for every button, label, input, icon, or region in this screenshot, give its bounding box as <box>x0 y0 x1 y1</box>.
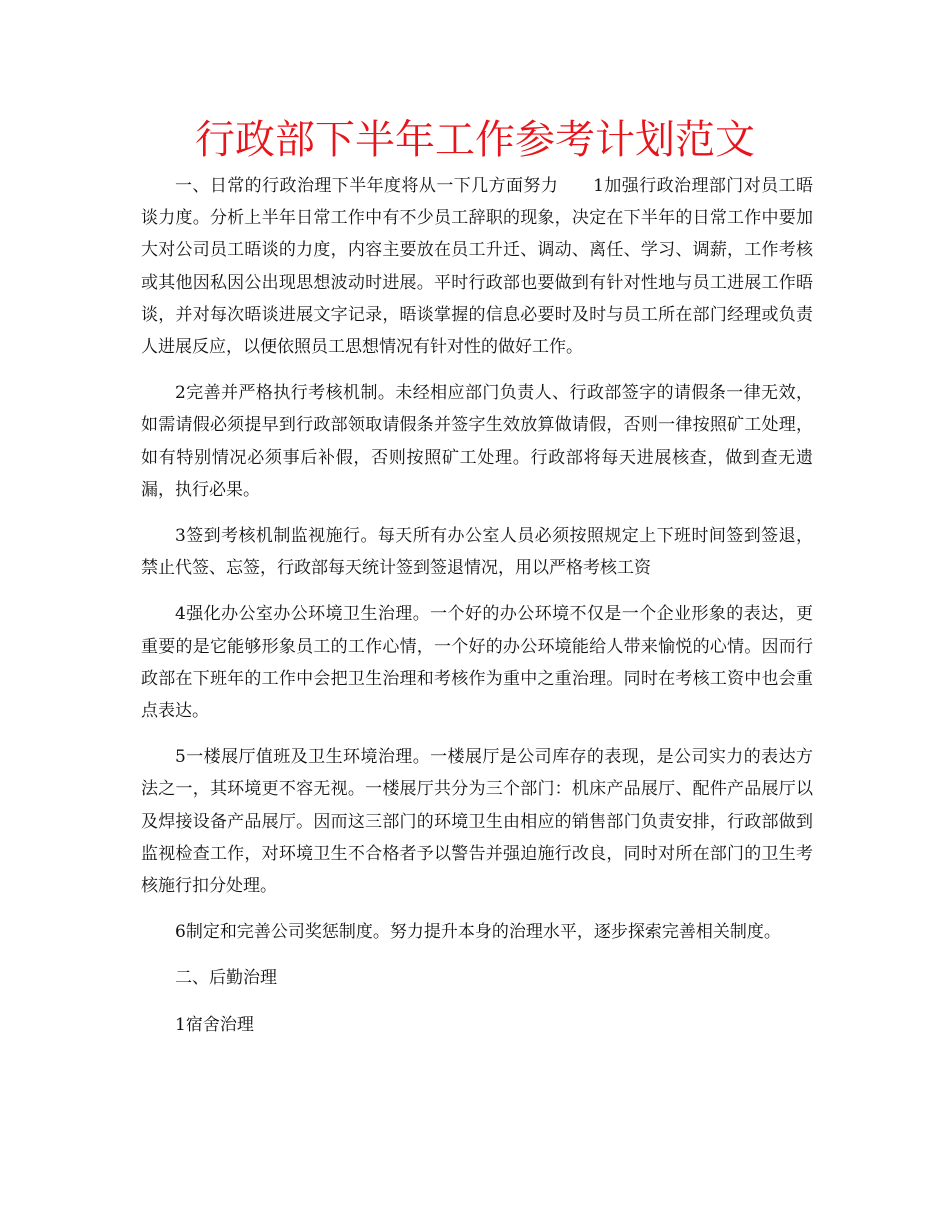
paragraph-6: 6制定和完善公司奖惩制度。努力提升本身的治理水平，逐步探索完善相关制度。 <box>175 922 781 943</box>
document-body <box>141 170 813 1055</box>
paragraph-1: 一、日常的行政治理下半年度将从一下几方面努力 1加强行政治理部门对员工晤谈力度。分析上半年日常工作中有不少员工辞职的现象，决定在下半年的日常工作中要加大对公司员工晤谈的力度，内容主要放在员工升迁、调动、离任、学习、调薪，工作考核或其他因私因公出现思想波动时进展。平时行政部也要做到有针对性地与员工进展工作晤谈，并对每次晤谈进展文字记录，晤谈掌握的信息必要时及时与员工所在部门经理或负责人进展反应，以便依照员工思想情况有针对性的做好工作。 <box>141 176 813 358</box>
paragraph-3: 3签到考核机制监视施行。每天所有办公室人员必须按照规定上下班时间签到签退，禁止代签、忘签，行政部每天统计签到签退情况，用以严格考核工资 <box>141 526 813 579</box>
section-heading-logistics: 二、后勤治理 <box>175 968 277 989</box>
paragraph-2: 2完善并严格执行考核机制。未经相应部门负责人、行政部签字的请假条一律无效，如需请假必须提早到行政部领取请假条并签字生效放算做请假，否则一律按照矿工处理，如有特别情况必须事后补假，否则按照矿工处理。行政部将每天进展核查，做到查无遗漏，执行必果。 <box>141 383 813 500</box>
document-title: 行政部下半年工作参考计划范文 <box>195 117 755 163</box>
subsection-heading-dormitory: 1宿舍治理 <box>175 1014 254 1035</box>
paragraph-5: 5一楼展厅值班及卫生环境治理。一楼展厅是公司库存的表现，是公司实力的表达方法之一，其环境更不容无视。一楼展厅共分为三个部门：机床产品展厅、配件产品展厅以及焊接设备产品展厅。因而这三部门的环境卫生由相应的销售部门负责安排，行政部做到监视检查工作，对环境卫生不合格者予以警告并强迫施行改良，同时对所在部门的卫生考核施行扣分处理。 <box>141 747 813 897</box>
paragraph-4: 4强化办公室办公环境卫生治理。一个好的办公环境不仅是一个企业形象的表达，更重要的是它能够形象员工的工作心情，一个好的办公环境能给人带来愉悦的心情。因而行政部在下班年的工作中会把卫生治理和考核作为重中之重治理。同时在考核工资中也会重点表达。 <box>141 604 813 722</box>
